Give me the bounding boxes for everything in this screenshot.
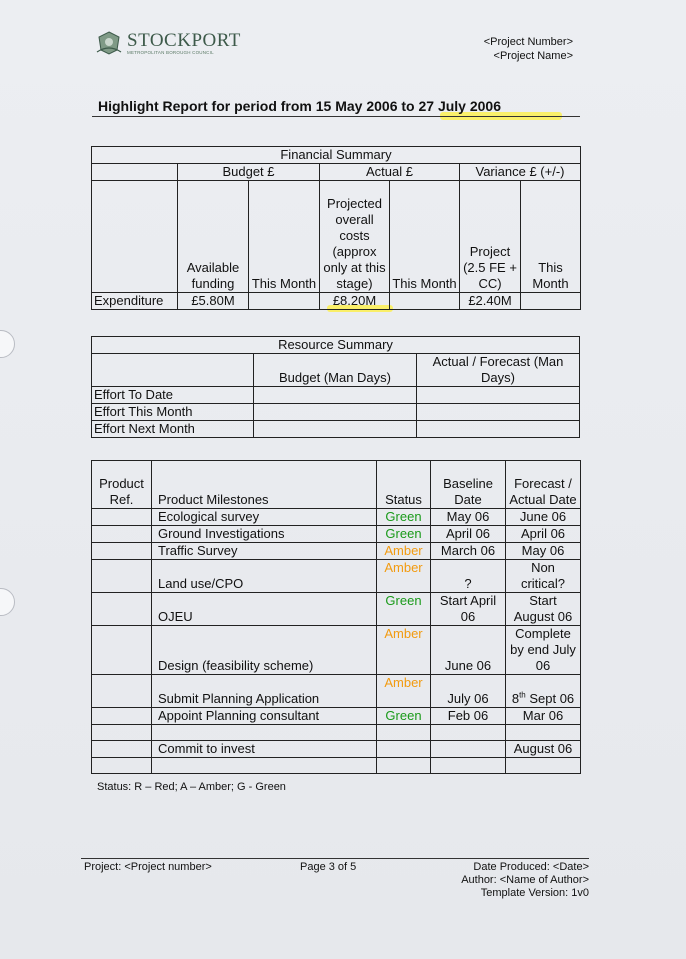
table-row: [92, 725, 581, 741]
forecast-date: August 06: [506, 741, 581, 758]
resource-summary-table: [91, 336, 580, 438]
table-row: [92, 526, 581, 543]
status-badge: Amber: [377, 560, 431, 593]
expenditure-label: Expenditure: [92, 293, 178, 310]
milestone-name: Ecological survey: [152, 509, 377, 526]
project-header: [484, 35, 573, 63]
forecast-date: Mar 06: [506, 708, 581, 725]
status-badge: Amber: [377, 626, 431, 675]
forecast-date: Start August 06: [506, 593, 581, 626]
report-title: Highlight Report for period from 15 May 2006 to 27 July 2006: [98, 98, 501, 114]
status-legend: Status: R – Red; A – Amber; G - Green: [97, 781, 286, 793]
milestones-table: [91, 460, 581, 774]
status-badge: Green: [377, 509, 431, 526]
crest-icon: [95, 30, 123, 56]
punch-hole: [0, 588, 15, 616]
projected-costs-header: Projected overall costs (approx only at this stage): [320, 181, 390, 293]
table-row: [92, 758, 581, 774]
effort-this-month-label: Effort This Month: [92, 404, 254, 421]
status-badge: Amber: [377, 543, 431, 560]
milestone-name: Submit Planning Application: [152, 675, 377, 708]
baseline-date: [431, 741, 506, 758]
forecast-date: Complete by end July 06: [506, 626, 581, 675]
footer-date: Date Produced: <Date>: [473, 861, 589, 873]
actual-value: £8.20M: [320, 293, 390, 310]
milestone-name: Ground Investigations: [152, 526, 377, 543]
product-milestones-header: Product Milestones: [152, 461, 377, 509]
baseline-date: June 06: [431, 626, 506, 675]
project-number: <Project Number>: [483, 36, 573, 48]
table-row: [92, 741, 581, 758]
actual-forecast-man-days-header: Actual / Forecast (Man Days): [417, 354, 580, 387]
budget-header: Budget £: [178, 164, 320, 181]
product-ref-header: Product Ref.: [92, 461, 152, 509]
variance-this-month-header: This Month: [521, 181, 581, 293]
status-badge: Green: [377, 526, 431, 543]
logo-text: STOCKPORT: [127, 29, 241, 51]
baseline-date-header: Baseline Date: [431, 461, 506, 509]
effort-to-date-label: Effort To Date: [92, 387, 254, 404]
effort-next-month-label: Effort Next Month: [92, 421, 254, 438]
baseline-date: April 06: [431, 526, 506, 543]
project-fe-header: Project (2.5 FE + CC): [460, 181, 521, 293]
forecast-date: 8th Sept 06: [506, 675, 581, 708]
financial-summary-table: [91, 146, 581, 310]
forecast-date: June 06: [506, 509, 581, 526]
title-underline: [92, 116, 580, 117]
status-header: Status: [377, 461, 431, 509]
budget-man-days-header: Budget (Man Days): [254, 354, 417, 387]
actual-this-month-header: This Month: [390, 181, 460, 293]
forecast-date: April 06: [506, 526, 581, 543]
table-row: [92, 543, 581, 560]
baseline-date: ?: [431, 560, 506, 593]
baseline-date: July 06: [431, 675, 506, 708]
available-funding-header: Available funding: [178, 181, 249, 293]
punch-hole: [0, 330, 15, 358]
footer-page-number: Page 3 of 5: [300, 861, 357, 873]
forecast-date-header: Forecast / Actual Date: [506, 461, 581, 509]
table-row: [92, 593, 581, 626]
status-badge: [377, 741, 431, 758]
status-badge: Green: [377, 593, 431, 626]
project-name: <Project Name>: [493, 50, 573, 62]
variance-value: £2.40M: [460, 293, 521, 310]
budget-this-month-header: This Month: [249, 181, 320, 293]
variance-header: Variance £ (+/-): [460, 164, 581, 181]
financial-summary-title: Financial Summary: [92, 147, 581, 164]
milestone-name: Design (feasibility scheme): [152, 626, 377, 675]
milestone-name: Appoint Planning consultant: [152, 708, 377, 725]
baseline-date: Start April 06: [431, 593, 506, 626]
milestone-name: Commit to invest: [152, 741, 377, 758]
footer-rule: [81, 858, 589, 859]
footer-project: Project: <Project number>: [84, 861, 212, 873]
logo-subtext: METROPOLITAN BOROUGH COUNCIL: [127, 49, 214, 55]
status-badge: Amber: [377, 675, 431, 708]
table-row: [92, 509, 581, 526]
council-logo: [95, 30, 241, 56]
resource-summary-title: Resource Summary: [92, 337, 580, 354]
actual-header: Actual £: [320, 164, 460, 181]
budget-value: £5.80M: [178, 293, 249, 310]
footer-template: Template Version: 1v0: [480, 887, 589, 899]
table-row: [92, 560, 581, 593]
forecast-date: May 06: [506, 543, 581, 560]
footer-author: Author: <Name of Author>: [461, 874, 589, 886]
table-row: [92, 675, 581, 708]
baseline-date: May 06: [431, 509, 506, 526]
table-row: [92, 708, 581, 725]
milestone-name: OJEU: [152, 593, 377, 626]
status-badge: Green: [377, 708, 431, 725]
milestone-name: Land use/CPO: [152, 560, 377, 593]
table-row: [92, 626, 581, 675]
forecast-date: Non critical?: [506, 560, 581, 593]
footer-meta: [461, 861, 589, 900]
baseline-date: Feb 06: [431, 708, 506, 725]
baseline-date: March 06: [431, 543, 506, 560]
milestone-name: Traffic Survey: [152, 543, 377, 560]
